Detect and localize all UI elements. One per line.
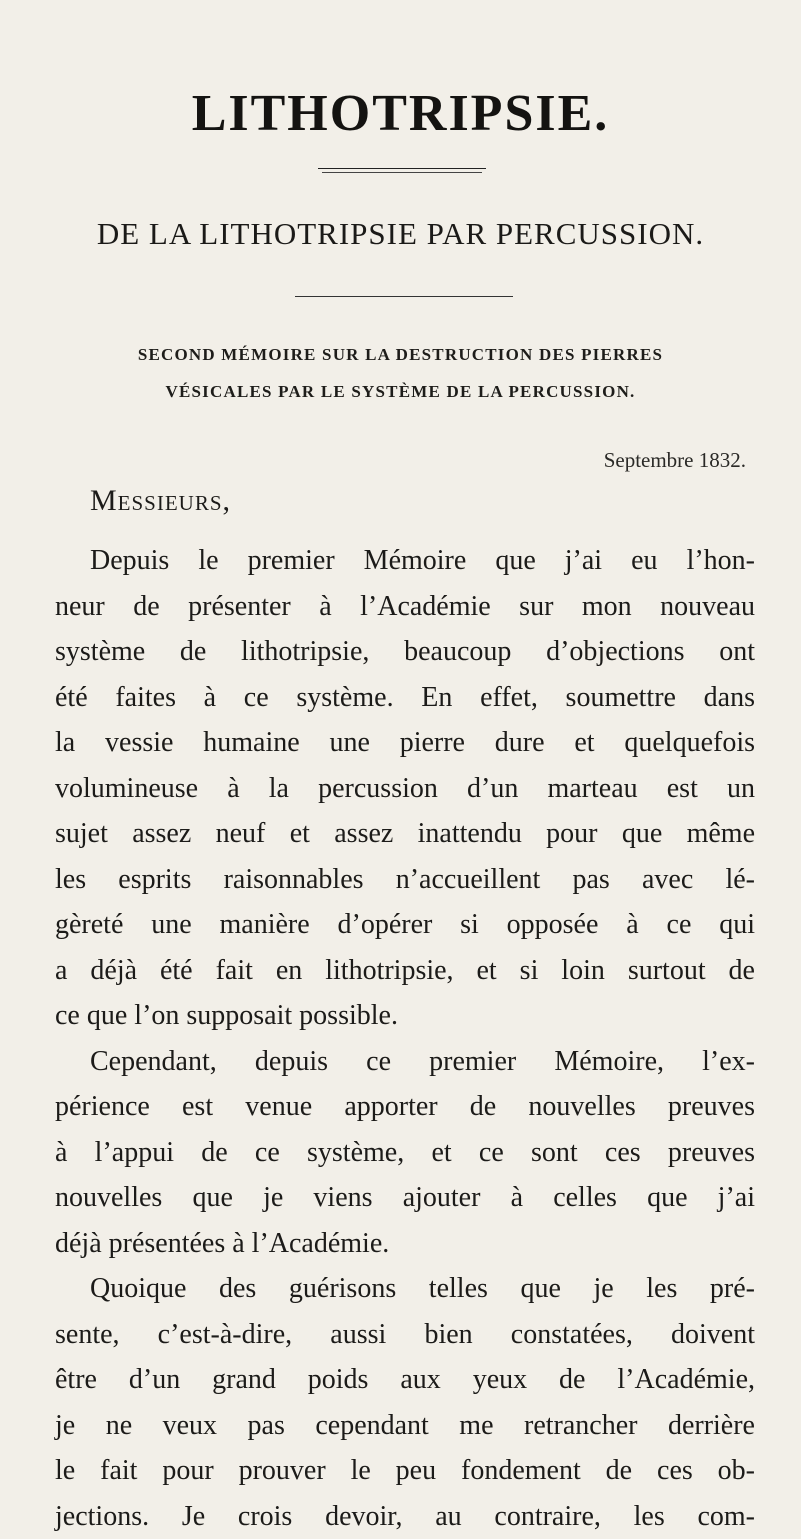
text-line: jections. Je crois devoir, au contraire, les com- xyxy=(55,1494,755,1539)
text-line: a déjà été fait en lithotripsie, et si loin surtout de xyxy=(55,948,755,994)
text-line: périence est venue apporter de nouvelles preuves xyxy=(55,1084,755,1130)
text-line: la vessie humaine une pierre dure et quelquefois xyxy=(55,720,755,766)
text-line: gèreté une manière d’opérer si opposée à ce qui xyxy=(55,902,755,948)
memoir-title-line-2: VÉSICALES PAR LE SYSTÈME DE LA PERCUSSION. xyxy=(60,373,741,410)
text-line: neur de présenter à l’Académie sur mon nouveau xyxy=(55,584,755,630)
date: Septembre 1832. xyxy=(604,450,746,471)
text-line: déjà présentées à l’Académie. xyxy=(55,1221,755,1267)
title-rule xyxy=(318,168,486,169)
text-line: nouvelles que je viens ajouter à celles que j’ai xyxy=(55,1175,755,1221)
memoir-title xyxy=(60,336,741,410)
text-line: à l’appui de ce système, et ce sont ces preuves xyxy=(55,1130,755,1176)
text-line: être d’un grand poids aux yeux de l’Académie, xyxy=(55,1357,755,1403)
salutation: Messieurs, xyxy=(90,486,231,516)
section-rule xyxy=(295,296,513,297)
section-title: DE LA LITHOTRIPSIE PAR PERCUSSION. xyxy=(0,218,801,249)
text-line: le fait pour prouver le peu fondement de ces ob- xyxy=(55,1448,755,1494)
text-line: été faites à ce système. En effet, soumettre dans xyxy=(55,675,755,721)
title-rule-double xyxy=(322,172,482,173)
text-line: système de lithotripsie, beaucoup d’objections ont xyxy=(55,629,755,675)
text-line: ce que l’on supposait possible. xyxy=(55,993,755,1039)
text-line: Quoique des guérisons telles que je les pré- xyxy=(55,1266,755,1312)
text-line: Cependant, depuis ce premier Mémoire, l’ex- xyxy=(55,1039,755,1085)
body-text xyxy=(55,538,755,1539)
memoir-title-line-1: SECOND MÉMOIRE SUR LA DESTRUCTION DES PIERRES xyxy=(60,336,741,373)
text-line: sujet assez neuf et assez inattendu pour que même xyxy=(55,811,755,857)
text-line: sente, c’est-à-dire, aussi bien constatées, doivent xyxy=(55,1312,755,1358)
text-line: volumineuse à la percussion d’un marteau est un xyxy=(55,766,755,812)
main-title: LITHOTRIPSIE. xyxy=(0,88,801,140)
text-line: les esprits raisonnables n’accueillent pas avec lé- xyxy=(55,857,755,903)
text-line: je ne veux pas cependant me retrancher derrière xyxy=(55,1403,755,1449)
text-line: Depuis le premier Mémoire que j’ai eu l’hon- xyxy=(55,538,755,584)
